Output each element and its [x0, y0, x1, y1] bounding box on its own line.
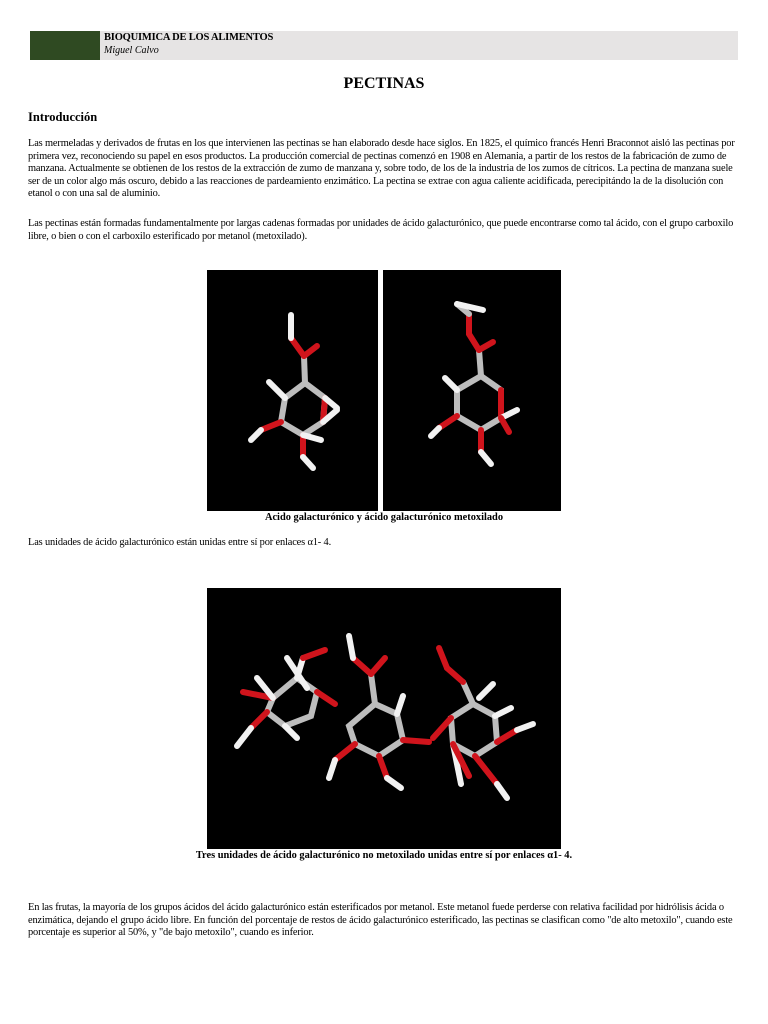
paragraph-structure: Las pectinas están formadas fundamentalmente por largas cadenas formadas por unidades de ácido galacturónico, que puede encontrarse como tal ácido, con el grupo carboxilo libre, o bien o con el carboxilo esterificado por metanol (metoxilado).	[28, 218, 734, 242]
molecule-model	[383, 270, 561, 511]
page-title: PECTINAS	[343, 75, 425, 92]
section-heading: Introducción	[28, 110, 98, 124]
figure-caption: Acido galacturónico y ácido galacturónico metoxilado	[264, 512, 504, 523]
figure-caption: Tres unidades de ácido galacturónico no metoxilado unidas entre sí por enlaces α1- 4.	[195, 850, 573, 861]
paragraph-intro: Las mermeladas y derivados de frutas en los que intervienen las pectinas se han elaborado desde hace siglos. En 1825, el químico francés Henri Braconnot aisló las pectinas por primera vez, reconociendo su papel en esos productos. La producción comercial de pectinas comenzó en 1908 en Alemania, a partir de los restos de la fabricación de zumo de manzana. Actualmente se obtienen de los restos de la extracción de zumo de manzana y, sobre todo, de los de la industria de los zumos de cítricos. La pectina de manzana suele ser de un color algo más oscuro, debido a las reacciones de pardeamiento enzimático. La pectina se extrae con agua caliente acidificada, perecipitándo la de la disolución con etanol o con una sal de aluminio.	[28, 138, 735, 200]
header-title: BIOQUIMICA DE LOS ALIMENTOS	[104, 32, 274, 43]
molecule-model	[207, 588, 561, 849]
header-bar	[30, 31, 738, 60]
molecule-model	[207, 270, 378, 511]
header-author: Miguel Calvo	[104, 45, 159, 56]
galacturonic-acid-image	[207, 270, 378, 511]
header-logo	[30, 31, 100, 60]
three-units-image	[207, 588, 561, 849]
paragraph-methoxyl: En las frutas, la mayoría de los grupos ácidos del ácido galacturónico están esterificados por metanol. Este metanol fuede perderse con relativa facilidad por hidrólisis ácida o enzimática, dejando el grupo ácido libre. En función del porcentaje de restos de ácido galacturónico esterificado, las pectinas se clasifican como "de alto metoxilo", cuando este porcentaje es superior al 50%, y "de bajo metoxilo", cuando es inferior.	[28, 902, 733, 939]
paragraph-linkage: Las unidades de ácido galacturónico están unidas entre sí por enlaces α1- 4.	[28, 537, 332, 548]
methoxylated-galacturonic-acid-image	[383, 270, 561, 511]
